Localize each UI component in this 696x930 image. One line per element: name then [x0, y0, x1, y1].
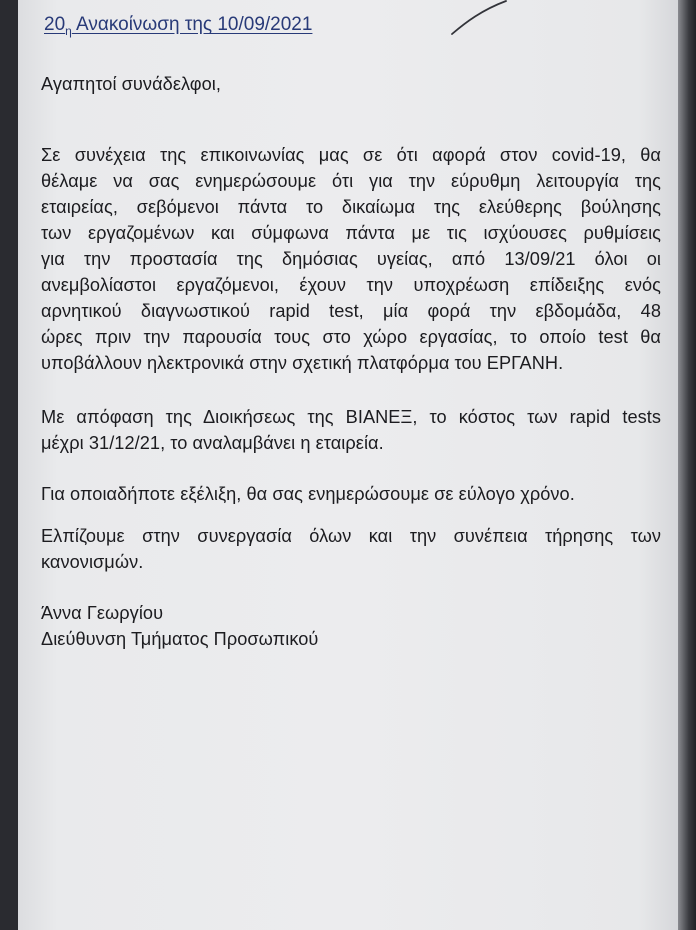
paragraph-line: μέχρι 31/12/21, το αναλαμβάνει η εταιρεία.: [41, 433, 384, 453]
page-edge-shadow: [678, 0, 696, 930]
paragraph-line: αρνητικού διαγνωστικού rapid test, μία φορά την εβδομάδα, 48: [41, 301, 661, 321]
document-page: [18, 0, 678, 930]
heading-number: 20: [44, 14, 66, 35]
paragraph-updates: Για οποιαδήποτε εξέλιξη, θα σας ενημερώσουμε σε εύλογο χρόνο.: [41, 484, 575, 504]
paragraph-line: εταιρείας, σεβόμενοι πάντα το δικαίωμα της ελεύθερης βούλησης: [41, 197, 661, 217]
signature-department: Διεύθυνση Τμήματος Προσωπικού: [41, 629, 319, 649]
paragraph-line: θέλαμε να σας ενημερώσουμε ότι για την εύρυθμη λειτουργία της: [41, 171, 661, 191]
pen-stroke-mark: [448, 0, 528, 40]
paragraph-line: Σε συνέχεια της επικοινωνίας μας σε ότι αφορά στον covid-19, θα: [41, 145, 661, 165]
paragraph-line: κανονισμών.: [41, 552, 144, 572]
paragraph-covid-policy: [41, 142, 661, 376]
signature-name: Άννα Γεωργίου: [41, 603, 164, 623]
paragraph-line: Ελπίζουμε στην συνεργασία όλων και την συνέπεια τήρησης των: [41, 526, 661, 546]
paragraph-line: υποβάλλουν ηλεκτρονικά στην σχετική πλατφόρμα του ΕΡΓΑΝΗ.: [41, 353, 564, 373]
paragraph-line: Με απόφαση της Διοικήσεως της ΒΙΑΝΕΞ, το κόστος των rapid tests: [41, 407, 661, 427]
signature-block: [41, 600, 661, 652]
paragraph-line: των εργαζομένων και σύμφωνα πάντα με τις ισχύουσες ρυθμίσεις: [41, 223, 661, 243]
paragraph-rapid-test-cost: [41, 404, 661, 456]
heading-ordinal-suffix: η: [65, 23, 72, 38]
paragraph-line: ανεμβολίαστοι εργαζόμενοι, έχουν την υποχρέωση επίδειξης ενός: [41, 275, 661, 295]
paragraph-line: για την προστασία της δημόσιας υγείας, από 13/09/21 όλοι οι: [41, 249, 661, 269]
paragraph-line: ώρες πριν την παρουσία τους στο χώρο εργασίας, το οποίο test θα: [41, 327, 661, 347]
announcement-heading: [44, 14, 312, 38]
greeting: Αγαπητοί συνάδελφοι,: [41, 74, 221, 94]
heading-title: Ανακοίνωση της 10/09/2021: [71, 14, 313, 35]
paragraph-cooperation: [41, 523, 661, 575]
